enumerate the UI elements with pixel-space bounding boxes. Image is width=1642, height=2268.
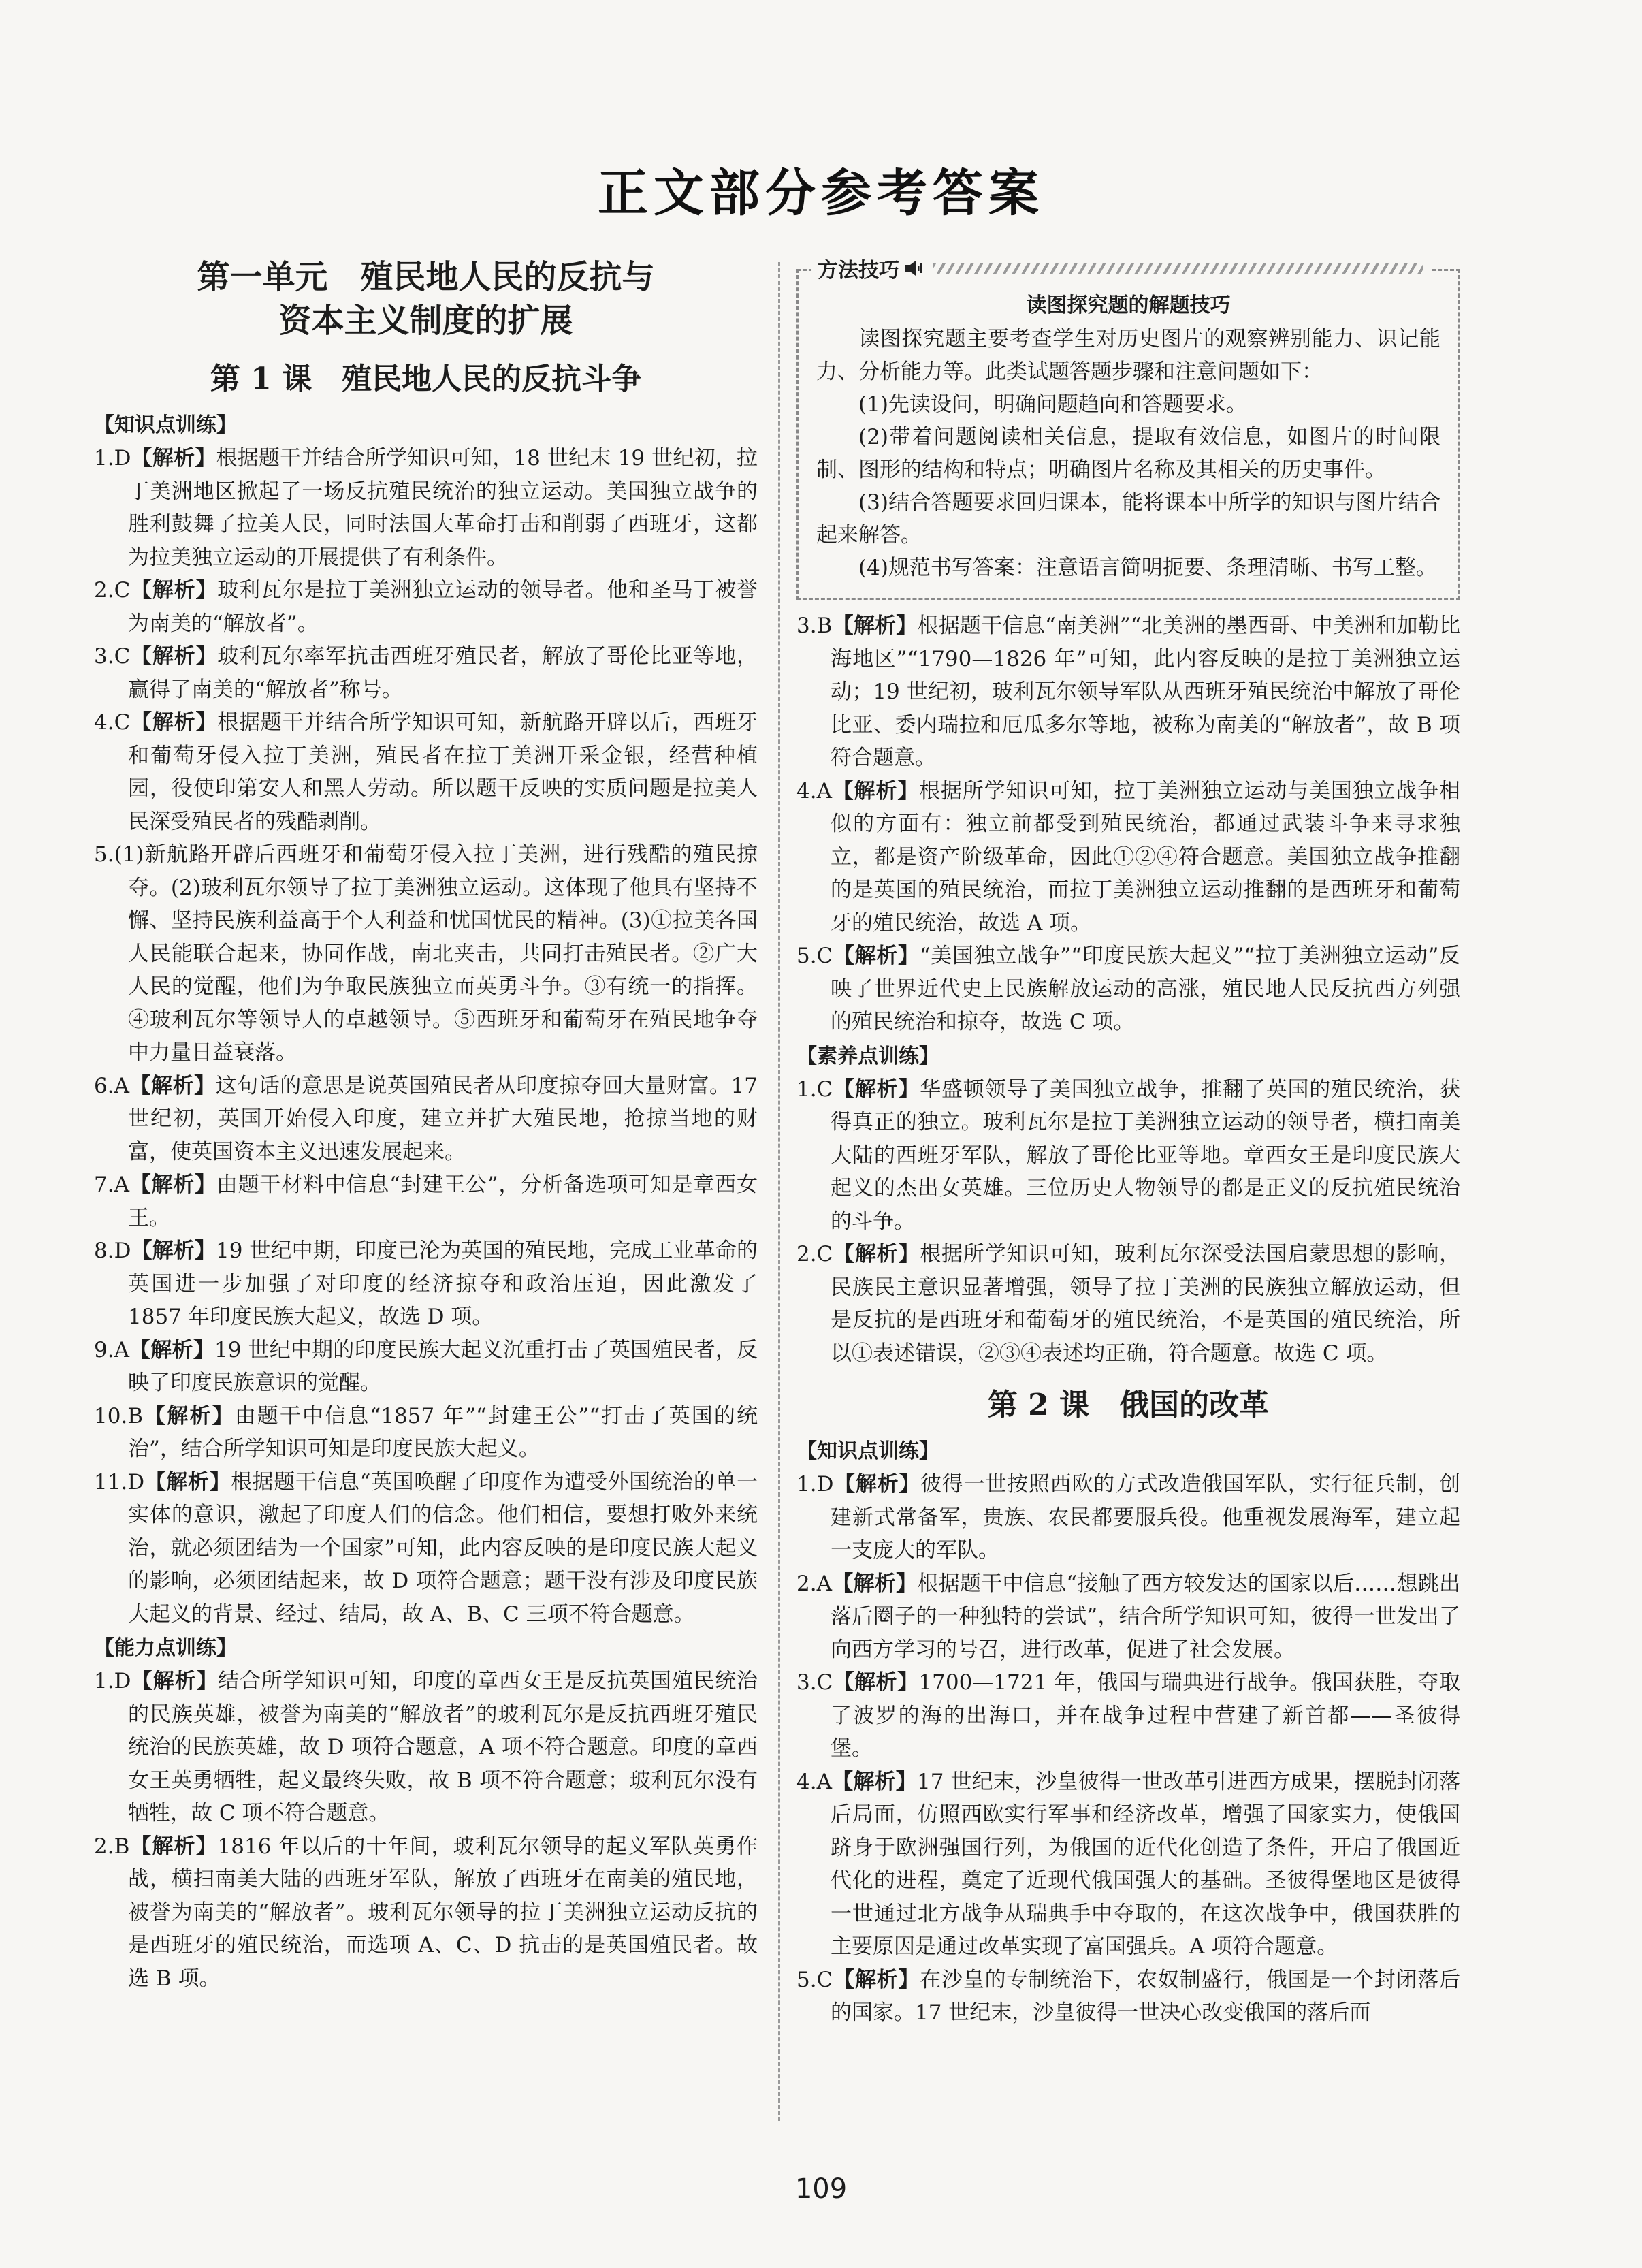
answer-tag: 【解析】	[833, 1242, 920, 1266]
section-literacy: 【素养点训练】	[796, 1044, 939, 1068]
knowledge-2-list	[796, 1468, 1460, 2030]
method-title: 读图探究题的解题技巧	[1026, 293, 1231, 317]
answer-tag: 【解析】	[129, 1172, 216, 1197]
answer-item	[796, 940, 1460, 1039]
answer-number: 1.D	[94, 1669, 131, 1693]
answer-number: 2.C	[94, 578, 131, 603]
answer-number: 6.A	[94, 1073, 129, 1098]
continued-answers	[796, 609, 1460, 1039]
answer-tag: 【解析】	[130, 644, 218, 669]
answer-item	[94, 640, 758, 706]
answer-item	[796, 775, 1460, 940]
section-ability: 【能力点训练】	[94, 1636, 237, 1660]
answer-tag: 【解析】	[130, 710, 218, 735]
answer-item	[796, 1766, 1460, 1964]
method-paragraph: (2)带着问题阅读相关信息，提取有效信息，如图片的时间限制、图形的结构和特点；明确图片名称及其相关的历史事件。	[816, 425, 1440, 482]
method-paragraph: (1)先读设问，明确问题趋向和答题要求。	[858, 392, 1247, 417]
speaker-icon	[903, 259, 924, 277]
answer-text: 根据题干中信息“接触了西方较发达的国家以后……想跳出落后圈子的一种独特的尝试”，结合所学知识可知，彼得一世发出了向西方学习的号召，进行改革，促进了社会发展。	[831, 1571, 1460, 1662]
answer-number: 1.D	[94, 446, 131, 470]
answer-tag: 【解析】	[131, 1669, 219, 1693]
method-paragraphs	[816, 323, 1440, 584]
answer-text: 1700—1721 年，俄国与瑞典进行战争。俄国获胜，夺取了波罗的海的出海口，并在战争过程中营建了新首都——圣彼得堡。	[831, 1670, 1461, 1761]
answer-tag: 【解析】	[833, 944, 920, 968]
column-divider	[778, 262, 780, 2121]
answer-tag: 【解析】	[831, 1769, 917, 1794]
answer-item	[94, 1070, 758, 1169]
page-title: 正文部分参考答案	[598, 164, 1044, 223]
answer-tag: 【解析】	[832, 613, 918, 638]
method-header	[811, 253, 1430, 283]
answer-text: 华盛顿领导了美国独立战争，推翻了英国的殖民统治，获得真正的独立。玻利瓦尔是拉丁美洲独立运动的领导者，横扫南美大陆的西班牙军队，解放了哥伦比亚等地。章西女王是印度民族大起义的杰出女英雄。三位历史人物领导的都是正义的反抗殖民统治的斗争。	[831, 1076, 1461, 1234]
answer-number: 1.C	[796, 1076, 833, 1102]
lesson-2-title: 第 2 课 俄国的改革	[987, 1388, 1270, 1422]
answer-text: 根据所学知识可知，玻利瓦尔深受法国启蒙思想的影响，民族民主意识显著增强，领导了拉丁美洲的民族独立解放运动，但是反抗的是西班牙和葡萄牙的殖民统治，不是英国的殖民统治，所以①表述错误，②③④表述均正确，符合题意。故选 C 项。	[831, 1242, 1461, 1366]
answer-text: 19 世纪中期的印度民族大起义沉重打击了英国殖民者，反映了印度民族意识的觉醒。	[128, 1337, 758, 1395]
answer-number: 10.B	[94, 1403, 144, 1428]
literacy-list	[796, 1073, 1460, 1371]
ability-list	[94, 1665, 758, 1995]
answer-text: “美国独立战争”“印度民族大起义”“拉丁美洲独立运动”反映了世界近代史上民族解放运动的高涨，殖民地人民反抗西方列强的殖民统治和掠夺，故选 C 项。	[831, 944, 1460, 1034]
answer-text: 根据所学知识可知，拉丁美洲独立运动与美国独立战争相似的方面有：独立前都受到殖民统治，都通过武装斗争来寻求独立，都是资产阶级革命，因此①②④符合题意。美国独立战争推翻的是英国的殖民统治，而拉丁美洲独立运动推翻的是西班牙和葡萄牙的殖民统治，故选 A 项。	[831, 778, 1461, 936]
knowledge-list	[94, 442, 758, 1631]
method-label: 方法技巧	[818, 259, 899, 283]
answer-tag: 【解析】	[833, 1076, 920, 1102]
answer-text: 由题干中信息“1857 年”“封建王公”“打击了英国的统治”，结合所学知识可知是印度民族大起义。	[128, 1403, 758, 1461]
answer-number: 5.C	[796, 1967, 833, 1992]
answer-item	[796, 1666, 1460, 1766]
answer-item	[796, 1567, 1460, 1667]
answer-number: 2.A	[796, 1571, 832, 1596]
answer-item	[94, 574, 758, 640]
answer-number: 11.D	[94, 1469, 145, 1495]
answer-text: 由题干材料中信息“封建王公”，分析备选项可知是章西女王。	[128, 1172, 758, 1230]
answer-text: 1816 年以后的十年间，玻利瓦尔领导的起义军队英勇作战，横扫南美大陆的西班牙军队，解放了西班牙在南美的殖民地，被誉为南美的“解放者”。玻利瓦尔领导的拉丁美洲独立运动反抗的是西班牙的殖民统治，而选项 A、C、D 抗击的是英国殖民者。故选 B 项。	[128, 1834, 758, 1991]
answer-item	[796, 609, 1460, 775]
answer-item	[94, 1168, 758, 1234]
answer-text: (1)新航路开辟后西班牙和葡萄牙侵入拉丁美洲，进行残酷的殖民掠夺。(2)玻利瓦尔领导了拉丁美洲独立运动。这体现了他具有坚持不懈、坚持民族利益高于个人利益和忧国忧民的精神。(3)①拉美各国人民能联合起来，协同作战，南北夹击，共同打击殖民者。②广大人民的觉醒，他们为争取民族独立而英勇斗争。③有统一的指挥。④玻利瓦尔等领导人的卓越领导。⑤西班牙和葡萄牙在殖民地争夺中力量日益衰落。	[114, 842, 758, 1065]
answer-number: 2.B	[94, 1834, 130, 1859]
unit-title-line-2: 资本主义制度的扩展	[278, 302, 573, 340]
right-column	[796, 255, 1460, 2030]
answer-tag: 【解析】	[833, 1670, 919, 1695]
answer-number: 5.C	[796, 944, 833, 968]
answer-tag: 【解析】	[130, 578, 218, 603]
answer-tag: 【解析】	[831, 1571, 918, 1596]
answer-item	[94, 1665, 758, 1830]
answer-item	[94, 1234, 758, 1334]
answer-item	[796, 1964, 1460, 2030]
answer-number: 3.B	[796, 613, 833, 638]
answer-text: 这句话的意思是说英国殖民者从印度掠夺回大量财富。17 世纪初，英国开始侵入印度，建立并扩大殖民地，抢掠当地的财富，使英国资本主义迅速发展起来。	[128, 1073, 758, 1164]
answer-item	[796, 1238, 1460, 1370]
answer-number: 2.C	[796, 1242, 833, 1266]
answer-tag: 【解析】	[143, 1403, 235, 1428]
answer-number: 4.A	[796, 778, 832, 803]
section-knowledge: 【知识点训练】	[94, 413, 237, 437]
answer-item	[796, 1468, 1460, 1567]
answer-number: 4.C	[94, 710, 131, 735]
answer-item	[796, 1073, 1460, 1239]
answer-item	[94, 1334, 758, 1400]
answer-item	[94, 1400, 758, 1466]
answer-tag: 【解析】	[144, 1469, 231, 1495]
method-paragraph: (3)结合答题要求回归课本，能将课本中所学的知识与图片结合起来解答。	[816, 490, 1440, 547]
answer-number: 3.C	[94, 644, 131, 669]
answer-item	[94, 838, 758, 1070]
answer-number: 3.C	[796, 1670, 833, 1695]
answer-tag: 【解析】	[129, 1073, 216, 1098]
answer-text: 根据题干并结合所学知识可知，18 世纪末 19 世纪初，拉丁美洲地区掀起了一场反抗殖民统治的独立运动。美国独立战争的胜利鼓舞了拉美人民，同时法国大革命打击和削弱了西班牙，这都为拉美独立运动的开展提供了有利条件。	[128, 446, 758, 570]
answer-tag: 【解析】	[129, 1834, 218, 1859]
method-stripes	[933, 263, 1423, 274]
answer-text: 根据题干并结合所学知识可知，新航路开辟以后，西班牙和葡萄牙侵入拉丁美洲，殖民者在拉丁美洲开采金银，经营种植园，役使印第安人和黑人劳动。所以题干反映的实质问题是拉美人民深受殖民者的残酷剥削。	[128, 710, 758, 834]
unit-title-line-1: 第一单元 殖民地人民的反抗与	[197, 258, 655, 296]
unit-title	[94, 255, 758, 342]
answer-text: 根据题干信息“南美洲”“北美洲的墨西哥、中美洲和加勒比海地区”“1790—1826 年”可知，此内容反映的是拉丁美洲独立运动；19 世纪初，玻利瓦尔领导军队从西班牙殖民统治中解放了哥伦比亚、委内瑞拉和厄瓜多尔等地，被称为南美的“解放者”，故 B 项符合题意。	[831, 613, 1461, 770]
answer-tag: 【解析】	[831, 778, 920, 803]
answer-number: 9.A	[94, 1337, 129, 1362]
answer-tag: 【解析】	[131, 1239, 216, 1263]
section-knowledge-2: 【知识点训练】	[796, 1439, 939, 1463]
answer-item	[94, 1830, 758, 1996]
answer-text: 在沙皇的专制统治下，农奴制盛行，俄国是一个封闭落后的国家。17 世纪末，沙皇彼得一世决心改变俄国的落后面	[831, 1967, 1461, 2025]
answer-tag: 【解析】	[131, 446, 216, 470]
page-number: 109	[794, 2173, 848, 2205]
answer-number: 7.A	[94, 1172, 129, 1197]
answer-text: 彼得一世按照西欧的方式改造俄国军队，实行征兵制，创建新式常备军，贵族、农民都要服兵役。他重视发展海军，建立起一支庞大的军队。	[831, 1472, 1460, 1563]
method-paragraph: (4)规范书写答案：注意语言简明扼要、条理清晰、书写工整。	[858, 556, 1437, 580]
answer-item	[94, 442, 758, 574]
left-column	[94, 255, 758, 1995]
answer-tag: 【解析】	[833, 1472, 921, 1497]
answer-number: 1.D	[796, 1472, 834, 1497]
answer-number: 4.A	[796, 1769, 832, 1794]
answer-text: 玻利瓦尔是拉丁美洲独立运动的领导者。他和圣马丁被誉为南美的“解放者”。	[128, 578, 758, 636]
answer-number: 5.	[94, 842, 114, 867]
answer-text: 玻利瓦尔率军抗击西班牙殖民者，解放了哥伦比亚等地，赢得了南美的“解放者”称号。	[128, 644, 758, 702]
answer-item	[94, 706, 758, 838]
answer-tag: 【解析】	[129, 1337, 214, 1362]
answer-text: 结合所学知识可知，印度的章西女王是反抗英国殖民统治的民族英雄，被誉为南美的“解放者”的玻利瓦尔是反抗西班牙殖民统治的民族英雄，故 D 项符合题意，A 项不符合题意。印度的章西女王英勇牺牲，起义最终失败，故 B 项不符合题意；玻利瓦尔没有牺牲，故 C 项不符合题意。	[128, 1669, 758, 1825]
method-box	[796, 259, 1460, 600]
answer-tag: 【解析】	[833, 1967, 920, 1992]
answer-number: 8.D	[94, 1239, 131, 1263]
lesson-1-title: 第 1 课 殖民地人民的反抗斗争	[210, 362, 642, 396]
answer-text: 19 世纪中期，印度已沦为英国的殖民地，完成工业革命的英国进一步加强了对印度的经济掠夺和政治压迫，因此激发了 1857 年印度民族大起义，故选 D 项。	[128, 1239, 758, 1329]
answer-text: 根据题干信息“英国唤醒了印度作为遭受外国统治的单一实体的意识，激起了印度人们的信念。他们相信，要想打败外来统治，就必须团结为一个国家”可知，此内容反映的是印度民族大起义的影响，必须团结起来，故 D 项符合题意；题干没有涉及印度民族大起义的背景、经过、结局，故 A、B、C 三项不符合题意。	[128, 1469, 758, 1627]
answer-item	[94, 1466, 758, 1631]
method-paragraph: 读图探究题主要考查学生对历史图片的观察辨别能力、识记能力、分析能力等。此类试题答题步骤和注意问题如下：	[816, 327, 1440, 384]
answer-text: 17 世纪末，沙皇彼得一世改革引进西方成果，摆脱封闭落后局面，仿照西欧实行军事和经济改革，增强了国家实力，使俄国跻身于欧洲强国行列，为俄国的近代化创造了条件，开启了俄国近代化的进程，奠定了近现代俄国强大的基础。圣彼得堡地区是彼得一世通过北方战争从瑞典手中夺取的，在这次战争中，俄国获胜的主要原因是通过改革实现了富国强兵。A 项符合题意。	[831, 1769, 1460, 1959]
